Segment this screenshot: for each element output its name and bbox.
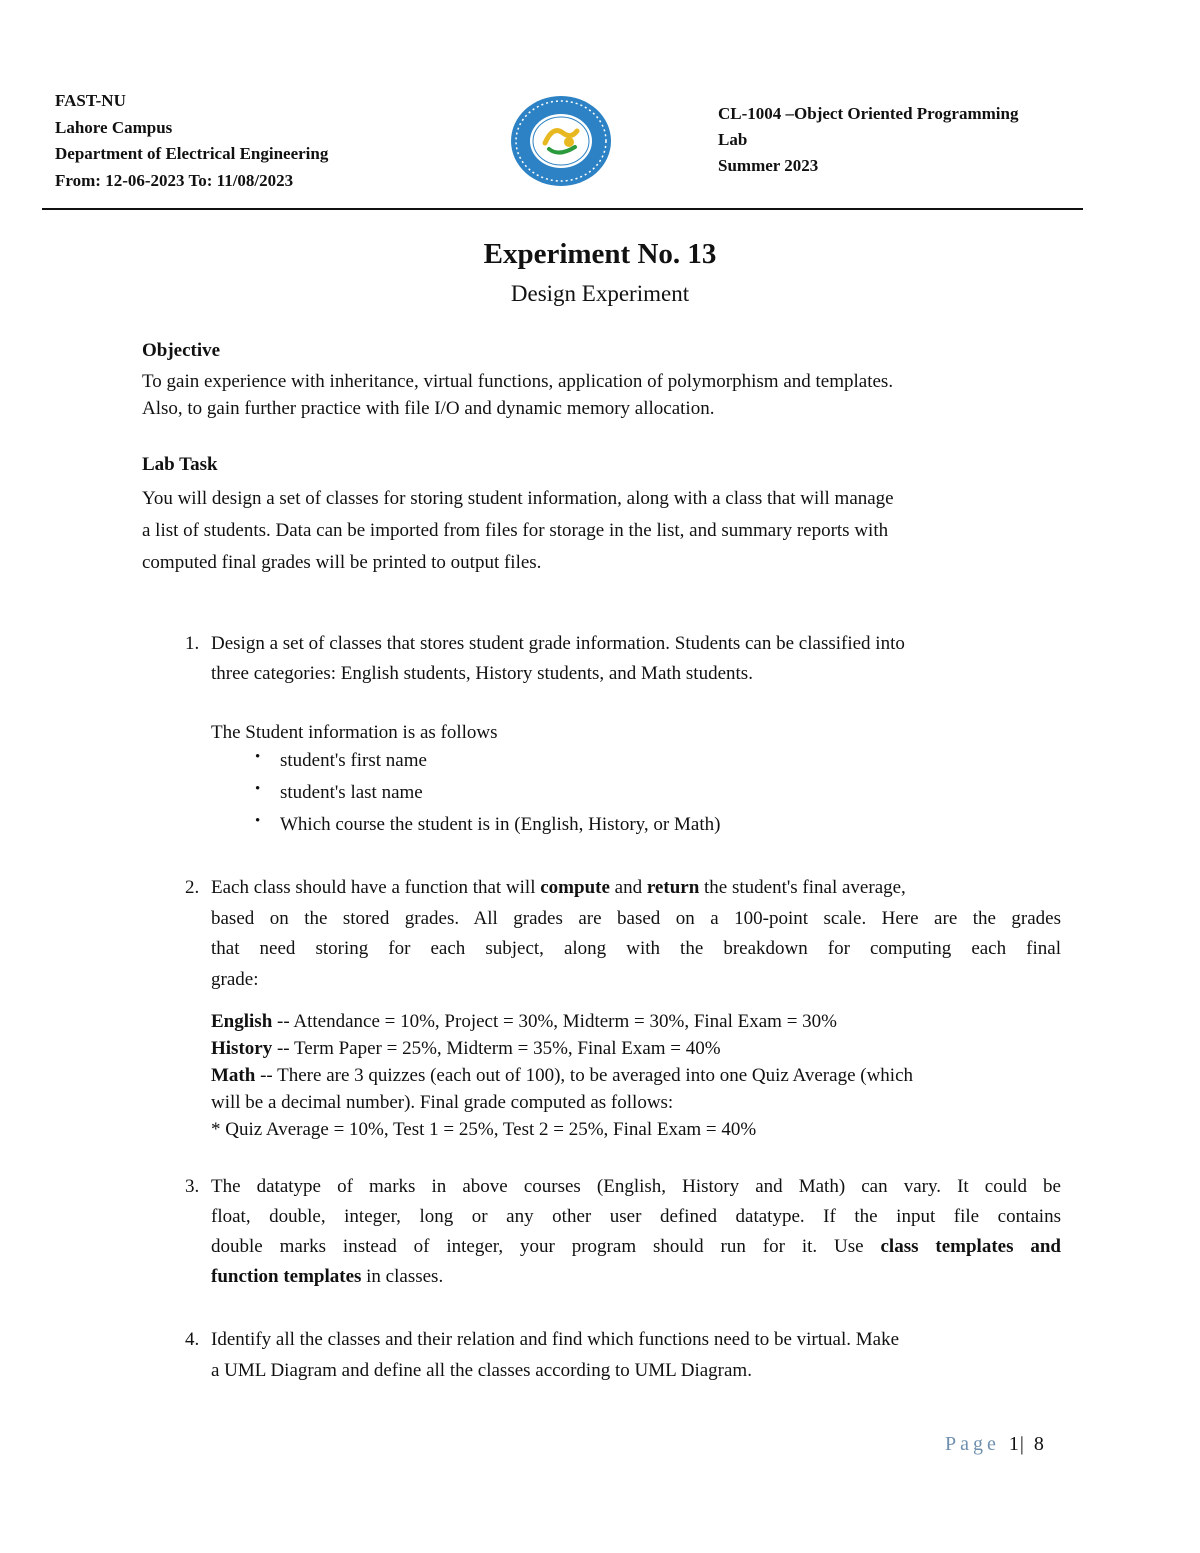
english-breakdown: English -- Attendance = 10%, Project = 30%, Midterm = 30%, Final Exam = 30% [211,1011,837,1032]
item-line: grade: [211,968,259,990]
student-info-intro: The Student information is as follows [211,722,498,743]
item-line: based on the stored grades. All grades are based on a 100-point scale. Here are the grades [211,907,1061,929]
item-line: float, double, integer, long or any other user defined datatype. If the input file contains [211,1206,1061,1227]
emphasis-compute: compute [540,877,610,898]
item-line: a UML Diagram and define all the classes according to UML Diagram. [211,1360,752,1381]
lab-task-line: You will design a set of classes for storing student information, along with a class that will manage [142,488,894,509]
item-number: 1. [185,633,200,654]
item-line: function templates in classes. [211,1266,444,1287]
bullet-icon: • [255,749,261,765]
department-name: Department of Electrical Engineering [55,144,329,163]
campus-name: Lahore Campus [55,117,173,137]
bullet-text: student's first name [280,750,427,771]
math-breakdown-line: will be a decimal number). Final grade computed as follows: [211,1092,674,1113]
item-line: three categories: English students, History students, and Math students. [211,663,753,684]
list-item [185,629,1065,691]
item-number: 2. [185,877,200,898]
list-item [185,1324,1065,1388]
item-line: that need storing for each subject, along with the breakdown for computing each final [211,938,1061,959]
page-footer [945,1433,1045,1456]
item-number: 4. [185,1329,200,1350]
course-type: Lab [718,130,748,149]
emphasis-class-templates: class templates and [880,1236,1061,1257]
institution-name: FAST-NU [55,91,126,110]
lab-task-line: a list of students. Data can be imported from files for storage in the list, and summary reports with [142,520,889,541]
item-line: double marks instead of integer, your program should run for it. Use class templates and [211,1236,1061,1257]
emphasis-return: return [646,877,700,898]
lab-task-text [142,483,1072,579]
lab-task-heading: Lab Task [142,454,218,475]
course-code: CL-1004 –Object Oriented Programming [718,104,1019,123]
bullet-icon: • [255,781,261,797]
date-range: From: 12-06-2023 To: 11/08/2023 [55,170,294,190]
university-seal-icon [509,95,613,187]
bullet-text: student's last name [280,782,423,803]
item-line: Design a set of classes that stores student grade information. Students can be classified into [211,633,905,654]
page-total: 8 [1033,1433,1045,1455]
history-breakdown: History -- Term Paper = 25%, Midterm = 35%, Final Exam = 40% [211,1038,721,1059]
bullet-text: Which course the student is in (English, History, or Math) [280,814,721,835]
lab-task-line: computed final grades will be printed to output files. [142,552,542,573]
experiment-title: Experiment No. 13 [483,238,717,270]
math-breakdown: Math -- There are 3 quizzes (each out of 100), to be averaged into one Quiz Average (which [211,1065,914,1086]
item-number: 3. [185,1176,200,1197]
header-right [718,101,1078,179]
objective-heading: Objective [142,340,221,361]
list-item [185,873,1065,998]
page-separator: | [1019,1433,1025,1455]
objective-text [142,368,1072,422]
list-item [185,1172,1065,1294]
item-line: The datatype of marks in above courses (English, History and Math) can vary. It could be [211,1176,1061,1197]
experiment-subtitle: Design Experiment [510,281,690,306]
page-number: 1 [1008,1433,1020,1455]
objective-line: Also, to gain further practice with file I/O and dynamic memory allocation. [142,398,715,419]
item-line: Each class should have a function that will compute and return the student's final average, [211,877,906,898]
semester: Summer 2023 [718,156,819,175]
item-line: Identify all the classes and their relation and find which functions need to be virtual. Make [211,1329,900,1350]
page-label: Page [945,1433,1000,1455]
math-breakdown-line: * Quiz Average = 10%, Test 1 = 25%, Test 2 = 25%, Final Exam = 40% [211,1119,757,1140]
bullet-icon: • [255,813,261,829]
emphasis-function-templates: function templates [211,1266,362,1287]
objective-line: To gain experience with inheritance, virtual functions, application of polymorphism and templates. [142,371,894,392]
header-left [55,88,328,194]
header-divider [42,208,1083,210]
